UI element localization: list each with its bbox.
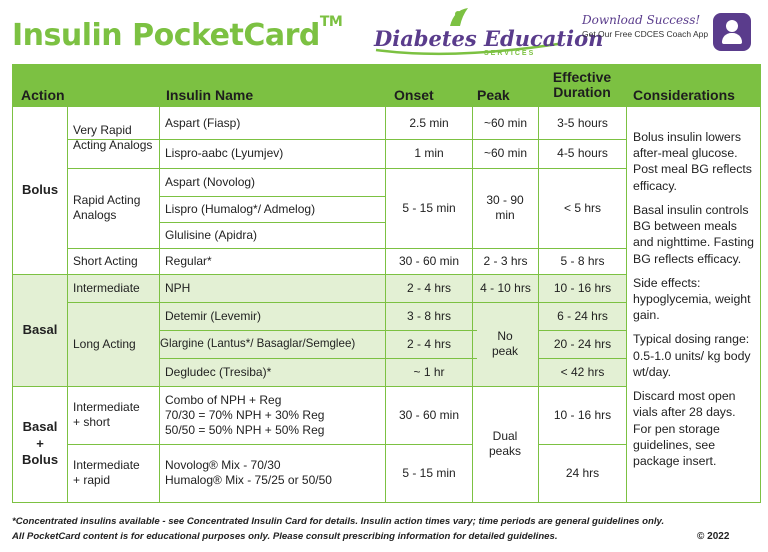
- group-basal: Basal: [22, 321, 58, 337]
- coach-app-text: Get Our Free CDCES Coach App: [582, 29, 709, 39]
- onset-nph: 2 - 4 hrs: [406, 280, 451, 295]
- diabetes-education-logo[interactable]: [372, 6, 604, 62]
- trademark: TM: [319, 14, 343, 30]
- duration-regular: 5 - 8 hrs: [560, 253, 605, 268]
- consideration-bolus: Bolus insulin lowers after-meal glucose. Post meal BG reflects efficacy.: [633, 130, 752, 193]
- peak-long: No peak: [491, 329, 519, 358]
- type-mix-rapid: Intermediate + rapid: [73, 458, 140, 487]
- name-glulisine: Glulisine (Apidra): [165, 227, 258, 242]
- coach-app-icon[interactable]: [713, 13, 751, 51]
- name-glargine: Glargine (Lantus*/ Basaglar/Semglee): [160, 336, 356, 350]
- consideration-side-effects: Side effects: hypoglycemia, weight gain.: [633, 275, 751, 323]
- onset-mix-rapid: 5 - 15 min: [402, 465, 456, 480]
- page-title: Insulin PocketCard™: [12, 14, 343, 53]
- name-degludec: Degludec (Tresiba)*: [165, 364, 272, 379]
- name-nph: NPH: [165, 280, 191, 295]
- name-aspart-novolog: Aspart (Novolog): [165, 174, 256, 189]
- logo-services-text: SERVICES: [484, 50, 536, 57]
- type-very-rapid: Very Rapid Acting Analogs: [73, 122, 153, 152]
- onset-mix-short: 30 - 60 min: [398, 407, 460, 422]
- name-lispro-lyumjev: Lispro-aabc (Lyumjev): [165, 146, 284, 160]
- duration-glargine: 20 - 24 hrs: [553, 336, 612, 351]
- duration-lispro-lyumjev: 4-5 hours: [557, 146, 608, 160]
- group-basal-bolus: Basal + Bolus: [21, 418, 59, 468]
- type-short: Short Acting: [73, 253, 138, 268]
- onset-aspart-fiasp: 2.5 min: [409, 115, 449, 130]
- duration-nph: 10 - 16 hrs: [553, 280, 612, 295]
- logo-script-text: Diabetes Education: [374, 26, 604, 51]
- col-action: Action: [21, 87, 65, 103]
- considerations-text: [633, 129, 755, 477]
- type-rapid: Rapid Acting Analogs: [73, 193, 141, 222]
- duration-detemir: 6 - 24 hrs: [557, 308, 608, 323]
- duration-rapid: < 5 hrs: [563, 200, 602, 215]
- footnote-disclaimer: All PocketCard content is for educational purposes only. Please consult prescribing information for detailed guidelines.: [12, 531, 558, 542]
- peak-mix: Dual peaks: [488, 429, 522, 458]
- col-peak: Peak: [477, 87, 510, 103]
- col-considerations: Considerations: [633, 87, 735, 103]
- footnote-concentrated: *Concentrated insulins available - see Concentrated Insulin Card for details. Insulin action times vary; time periods are general guidelines only.: [12, 516, 665, 527]
- peak-regular: 2 - 3 hrs: [483, 253, 528, 268]
- name-lispro-humalog: Lispro (Humalog*/ Admelog): [165, 201, 316, 216]
- consideration-storage: Discard most open vials after 28 days. For pen storage guidelines, see package insert.: [633, 389, 736, 468]
- avatar-head: [726, 20, 738, 32]
- download-success-text: Download Success!: [582, 13, 701, 27]
- duration-mix-rapid: 24 hrs: [565, 465, 600, 480]
- col-onset: Onset: [394, 87, 434, 103]
- duration-mix-short: 10 - 16 hrs: [553, 407, 612, 422]
- insulin-table: [12, 64, 761, 503]
- onset-lispro-lyumjev: 1 min: [414, 146, 444, 160]
- peak-nph: 4 - 10 hrs: [480, 280, 531, 295]
- avatar-body: [722, 33, 742, 44]
- name-aspart-fiasp: Aspart (Fiasp): [165, 115, 241, 130]
- group-bolus: Bolus: [21, 182, 59, 198]
- name-regular: Regular*: [165, 253, 212, 268]
- onset-detemir: 3 - 8 hrs: [406, 308, 451, 323]
- duration-degludec: < 42 hrs: [560, 364, 605, 379]
- consideration-dosing: Typical dosing range: 0.5-1.0 units/ kg body wt/day.: [633, 332, 751, 379]
- copyright: © 2022: [697, 531, 730, 542]
- col-effective-duration: Effective Duration: [552, 69, 612, 101]
- peak-aspart-fiasp: ~60 min: [483, 115, 528, 130]
- onset-glargine: 2 - 4 hrs: [406, 336, 451, 351]
- peak-lispro-lyumjev: ~60 min: [483, 146, 528, 160]
- peak-rapid: 30 - 90 min: [486, 193, 524, 222]
- type-intermediate: Intermediate: [73, 280, 140, 295]
- type-mix-short: Intermediate + short: [73, 400, 140, 429]
- name-mix-rapid: Novolog® Mix - 70/30 Humalog® Mix - 75/25 or 50/50: [165, 458, 332, 487]
- name-mix-short: Combo of NPH + Reg 70/30 = 70% NPH + 30% Reg 50/50 = 50% NPH + 50% Reg: [165, 392, 325, 437]
- download-promo[interactable]: [582, 13, 722, 39]
- consideration-basal: Basal insulin controls BG between meals and nighttime. Fasting BG reflects efficacy.: [633, 202, 754, 266]
- type-long: Long Acting: [73, 336, 136, 351]
- duration-aspart-fiasp: 3-5 hours: [557, 115, 608, 130]
- onset-rapid: 5 - 15 min: [402, 200, 456, 215]
- onset-regular: 30 - 60 min: [398, 253, 460, 268]
- col-insulin-name: Insulin Name: [166, 87, 254, 103]
- onset-degludec: ~ 1 hr: [413, 364, 445, 379]
- name-detemir: Detemir (Levemir): [165, 308, 262, 323]
